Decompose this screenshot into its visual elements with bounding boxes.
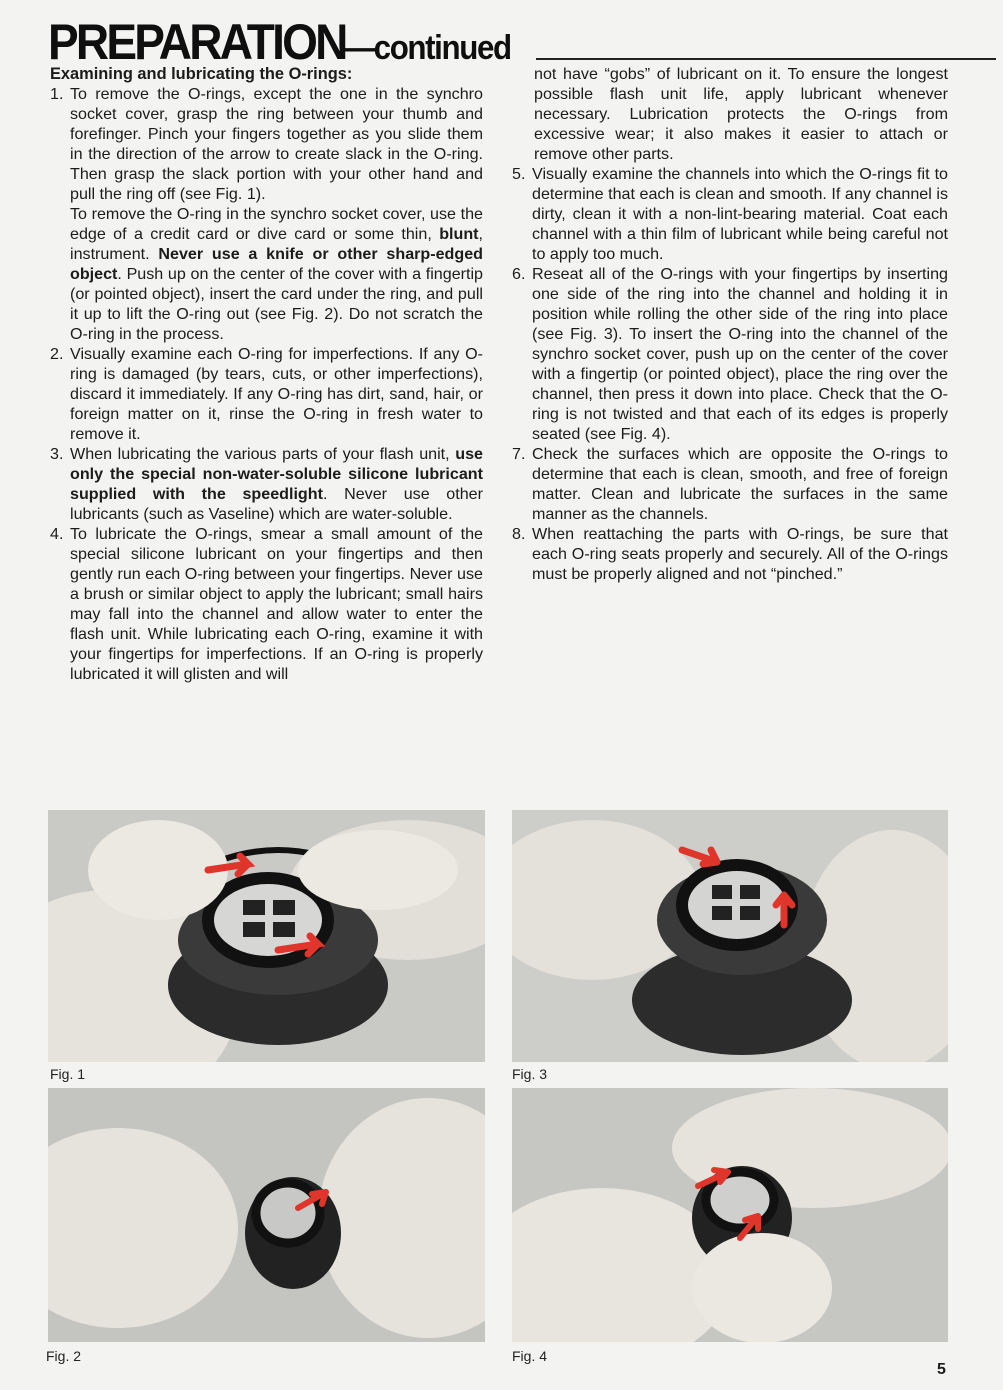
page-subtitle: —continued <box>343 29 511 67</box>
figure-1-photo <box>48 810 485 1062</box>
item-text: When reattaching the parts with O-rings, be sure that each O-ring seats properly and securely. All of the O-rings must be properly aligned and not “pinched.” <box>532 525 948 583</box>
figure-4-photo <box>512 1088 948 1342</box>
section-heading: Examining and lubricating the O-rings: <box>50 65 353 83</box>
item-text-continued: not have “gobs” of lubricant on it. To ensure the longest possible flash unit life, apply lubricant whenever necessary. Lubrication protects the O-rings from excessive wear; it also makes it easier to attach or remove other parts. <box>534 65 948 163</box>
item-number: 4. <box>50 525 64 543</box>
item-text: Check the surfaces which are opposite the O-rings to determine that each is clean, smooth, and free of foreign matter. Clean and lubricate the surfaces in the same manner as the channels. <box>532 445 948 523</box>
item-text: When lubricating the various parts of your flash unit, use only the special non-water-soluble silicone lubricant supplied with the speedlight. Never use other lubricants (such as Vaseline) which are water-soluble. <box>70 445 483 523</box>
figure-3-photo <box>512 810 948 1062</box>
item-number: 6. <box>512 265 526 283</box>
list-item <box>512 264 948 444</box>
item-text: To lubricate the O-rings, smear a small amount of the special silicone lubricant on your fingertips and then gently run each O-ring between your fingertips. Never use a brush or similar object to apply the lubricant; small hairs may fall into the channel and allow water to enter the flash unit. While lubricating each O-ring, examine it with your fingertips for imperfections. If an O-ring is properly lubricated it will glisten and will <box>70 525 483 683</box>
socket-cover-ring-illustration <box>48 1088 485 1342</box>
page-number: 5 <box>937 1361 946 1378</box>
figure-2-photo <box>48 1088 485 1342</box>
item-text: To remove the O-ring in the synchro socket cover, use the edge of a credit card or dive card or some thin, blunt, instrument. Never use a knife or other sharp-edged object. Push up on the center of the cover with a fingertip (or pointed object), insert the card under the ring, and pull it up to lift the O-ring out (see Fig. 2). Do not scratch the O-ring in the process. <box>70 205 483 343</box>
item-number: 1. <box>50 85 64 103</box>
item-number: 7. <box>512 445 526 463</box>
left-column <box>50 64 483 684</box>
page-title: PREPARATION—continued <box>48 14 511 70</box>
list-item <box>50 344 483 444</box>
item-number: 8. <box>512 525 526 543</box>
list-item <box>50 524 483 684</box>
o-ring-reseat-illustration <box>512 810 948 1062</box>
o-ring-removal-illustration <box>48 810 485 1062</box>
figure-4-caption: Fig. 4 <box>512 1348 548 1364</box>
item-text: To remove the O-rings, except the one in the synchro socket cover, grasp the ring between your thumb and forefinger. Pinch your fingers together as you slide them in the direction of the arrow to create slack in the O-ring. Then grasp the slack portion with your other hand and pull the ring off (see Fig. 1). <box>70 85 483 203</box>
right-column <box>512 64 948 584</box>
figure-2-caption: Fig. 2 <box>46 1348 82 1364</box>
figure-3-caption: Fig. 3 <box>512 1066 548 1082</box>
list-item <box>50 84 483 344</box>
list-item <box>50 444 483 524</box>
bold-text: blunt <box>439 225 479 243</box>
item-number: 2. <box>50 345 64 363</box>
item-number: 3. <box>50 445 64 463</box>
bold-text: Never use a knife or other sharp-edged object <box>70 245 483 283</box>
bold-text: use only the special non-water-soluble silicone lubricant supplied with the speedlight <box>70 445 483 503</box>
list-item <box>512 524 948 584</box>
title-rule <box>536 58 996 60</box>
list-item <box>512 444 948 524</box>
item-text: Reseat all of the O-rings with your fingertips by inserting one side of the ring into the channel and holding it in position while rolling the other side of the ring into place (see Fig. 3). To insert the O-ring into the channel of the synchro socket cover, push up on the center of the cover with a fingertip (or pointed object), place the ring over the channel, then press it down into place. Check that the O-ring is not twisted and that each of its edges is properly seated (see Fig. 4). <box>532 265 948 443</box>
figure-1-caption: Fig. 1 <box>50 1066 86 1082</box>
list-item <box>512 164 948 264</box>
item-text: Visually examine each O-ring for imperfections. If any O-ring is damaged (by tears, cuts, or other imperfections), discard it immediately. If any O-ring has dirt, sand, hair, or foreign matter on it, rinse the O-ring in fresh water to remove it. <box>70 345 483 443</box>
item-number: 5. <box>512 165 526 183</box>
socket-cover-seat-illustration <box>512 1088 948 1342</box>
item-text: Visually examine the channels into which the O-rings fit to determine that each is clean and smooth. If any channel is dirty, clean it with a non-lint-bearing material. Coat each channel with a thin film of lubricant while being careful not to apply too much. <box>532 165 948 263</box>
instruction-list <box>50 84 483 684</box>
instruction-list-continued <box>512 164 948 584</box>
